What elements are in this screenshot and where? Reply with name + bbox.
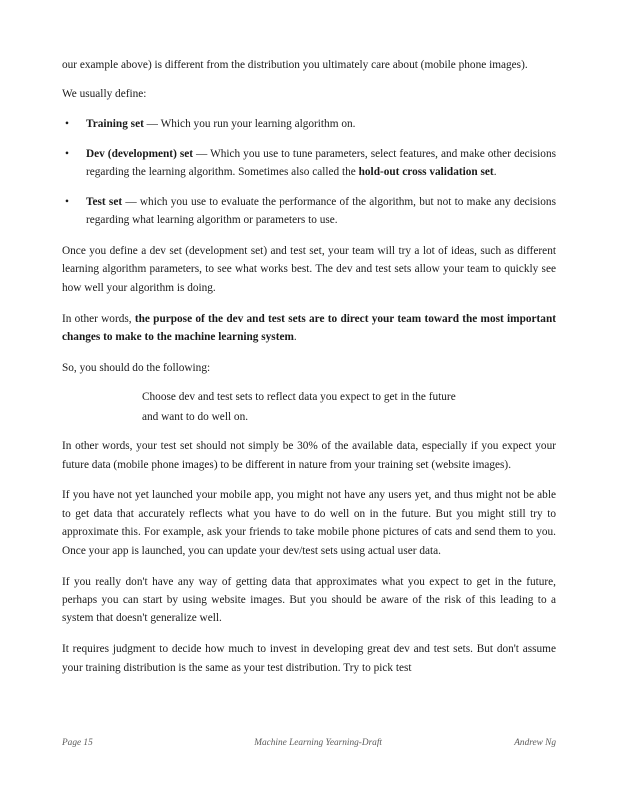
definitions-list	[62, 115, 556, 230]
definition-text: Which you use to tune parameters, select features, and make other decisions regarding the learning algorithm. Sometimes also called the	[86, 147, 556, 179]
purpose-bold-text: the purpose of the dev and test sets are to direct your team toward the most important changes to make to the machine learning system	[62, 312, 556, 343]
definition-term: Dev (development) set	[86, 147, 193, 160]
definition-dash: —	[122, 196, 140, 209]
paragraph-so-you-should: So, you should do the following:	[62, 361, 211, 374]
paragraph-purpose-emphasis	[62, 310, 556, 347]
definition-text-bold-tail: hold-out cross validation set	[358, 166, 494, 179]
paragraph-judgment: It requires judgment to decide how much to invest in developing great dev and test sets. But don't assume your training distribution is the same as your test distribution. Try to pick test	[62, 643, 556, 674]
bullet-icon: •	[65, 117, 69, 130]
definition-term: Test set	[86, 196, 123, 209]
footer-author: Andrew Ng	[514, 738, 556, 748]
definition-text: which you use to evaluate the performance of the algorithm, but not to make any decisions regarding what learning algorithm or parameters to use.	[86, 196, 556, 227]
page-body	[62, 56, 556, 677]
paragraph-continuation: our example above) is different from the distribution you ultimately care about (mobile phone images).	[62, 59, 528, 71]
purpose-lead-text: In other words,	[62, 312, 135, 325]
definition-term: Training set	[86, 117, 144, 130]
footer-page-number: Page 15	[62, 738, 93, 748]
list-item	[62, 145, 556, 182]
bullet-icon: •	[65, 147, 69, 160]
guideline-line-2: and want to do well on.	[142, 410, 249, 423]
definition-text-tail: .	[493, 166, 497, 179]
bullet-icon: •	[65, 196, 69, 209]
purpose-tail-text: .	[293, 330, 297, 343]
definition-dash: —	[193, 147, 211, 160]
guideline-line-1: Choose dev and test sets to reflect data you expect to get in the future	[142, 391, 456, 404]
list-item	[62, 115, 556, 133]
paragraph-we-usually-define: We usually define:	[62, 88, 147, 101]
definition-dash: —	[143, 117, 161, 130]
paragraph-website-images-risk: If you really don't have any way of getting data that approximates what you expect to get in the future, perhaps you can start by using website images. But you should be aware of the risk of this leading to a system that doesn't generalize well.	[62, 575, 556, 625]
page-footer	[62, 738, 556, 748]
paragraph-not-yet-launched: If you have not yet launched your mobile app, you might not have any users yet, and thus might not be able to get data that accurately reflects what you have to do well on in the future. But you might still try to approximate this. For example, ask your friends to take mobile phone pictures of cats and send them to you. Once your app is launched, you can update your dev/test sets using actual user data.	[62, 489, 556, 557]
paragraph-test-set-percentage: In other words, your test set should not simply be 30% of the available data, especially if you expect your future data (mobile phone images) to be different in nature from your training set (website images).	[62, 440, 556, 471]
indented-guideline	[62, 388, 556, 427]
definition-text: Which you run your learning algorithm on.	[160, 117, 356, 130]
paragraph-dev-test-ideas: Once you define a dev set (development set) and test set, your team will try a lot of ideas, such as different learning algorithm parameters, to see what works best. The dev and test sets allow your team to quickly see how well your algorithm is doing.	[62, 244, 556, 294]
footer-title: Machine Learning Yearning-Draft	[254, 738, 382, 748]
list-item	[62, 193, 556, 230]
